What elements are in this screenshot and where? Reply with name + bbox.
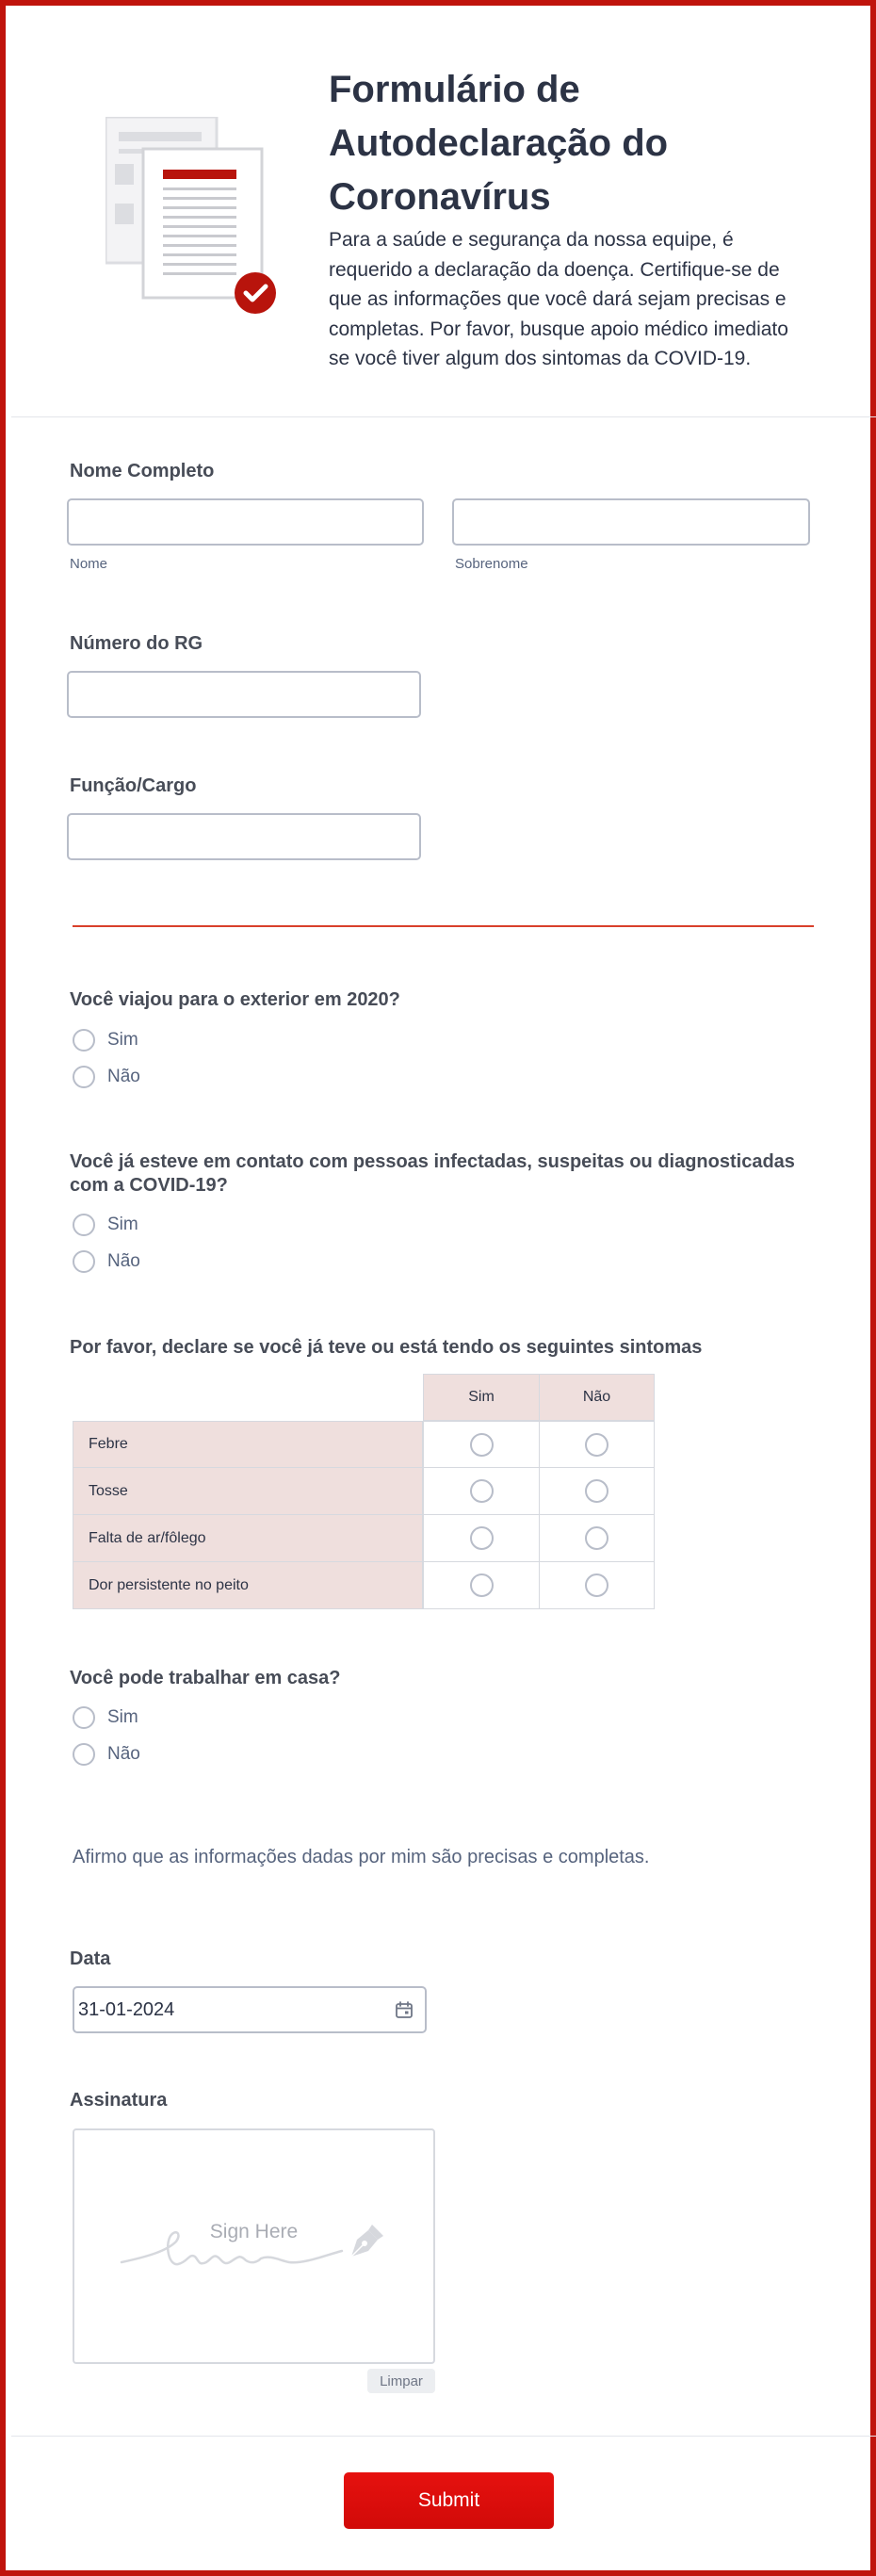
radio-circle[interactable] xyxy=(470,1526,494,1550)
matrix-cell[interactable] xyxy=(539,1562,655,1609)
matrix-cell[interactable] xyxy=(539,1515,655,1562)
option-label: Sim xyxy=(107,1030,138,1050)
work-home-option-yes[interactable] xyxy=(73,1706,138,1729)
option-label: Não xyxy=(107,1251,140,1271)
matrix-row-label: Tosse xyxy=(73,1468,423,1515)
document-check-icon xyxy=(105,117,284,319)
confirmation-statement: Afirmo que as informações dadas por mim são precisas e completas. xyxy=(73,1847,650,1867)
matrix-row-label: Falta de ar/fôlego xyxy=(73,1515,423,1562)
pen-icon xyxy=(344,2221,385,2262)
form-header xyxy=(11,11,876,417)
date-input[interactable] xyxy=(73,1986,427,2033)
matrix-cell[interactable] xyxy=(423,1562,540,1609)
symptoms-matrix xyxy=(73,1374,655,1611)
matrix-cell[interactable] xyxy=(423,1515,540,1562)
role-label: Função/Cargo xyxy=(70,775,197,796)
work-home-option-no[interactable] xyxy=(73,1743,140,1766)
matrix-cell[interactable] xyxy=(539,1468,655,1515)
work-home-label: Você pode trabalhar em casa? xyxy=(70,1668,341,1688)
matrix-cell[interactable] xyxy=(423,1468,540,1515)
traveled-option-no[interactable] xyxy=(73,1066,140,1088)
radio-circle[interactable] xyxy=(585,1573,608,1597)
radio-circle[interactable] xyxy=(73,1706,95,1729)
contact-option-yes[interactable] xyxy=(73,1214,138,1236)
date-value: 31-01-2024 xyxy=(78,1998,175,2020)
symptoms-label: Por favor, declare se você já teve ou está tendo os seguintes sintomas xyxy=(70,1337,703,1358)
full-name-label: Nome Completo xyxy=(70,461,215,481)
clear-signature-button[interactable]: Limpar xyxy=(367,2369,435,2393)
option-label: Não xyxy=(107,1067,140,1086)
date-label: Data xyxy=(70,1948,111,1969)
radio-circle[interactable] xyxy=(585,1479,608,1503)
radio-circle[interactable] xyxy=(73,1250,95,1273)
matrix-cell[interactable] xyxy=(539,1421,655,1468)
traveled-option-yes[interactable] xyxy=(73,1029,138,1052)
form-title: Formulário de Autodeclaração do Coronavírus xyxy=(329,69,669,218)
matrix-row-label: Dor persistente no peito xyxy=(73,1562,423,1609)
signature-label: Assinatura xyxy=(70,2090,168,2111)
calendar-icon[interactable] xyxy=(395,2000,414,2019)
last-name-input[interactable] xyxy=(452,498,810,546)
option-label: Sim xyxy=(107,1707,138,1727)
radio-circle[interactable] xyxy=(585,1526,608,1550)
radio-circle[interactable] xyxy=(73,1029,95,1052)
option-label: Não xyxy=(107,1744,140,1764)
radio-circle[interactable] xyxy=(73,1214,95,1236)
radio-circle[interactable] xyxy=(585,1433,608,1457)
radio-circle[interactable] xyxy=(73,1066,95,1088)
rg-input[interactable] xyxy=(67,671,421,718)
rg-label: Número do RG xyxy=(70,633,203,654)
matrix-cell[interactable] xyxy=(423,1421,540,1468)
radio-circle[interactable] xyxy=(73,1743,95,1766)
form-description: Para a saúde e segurança da nossa equipe, é requerido a declaração da doença. Certifique-se de que as informações que você dará sejam precisas e completas. Por favor, busque apoio médico imediato se você tiver algum dos sintomas da COVID-19. xyxy=(329,229,788,369)
first-name-sublabel: Nome xyxy=(70,556,108,572)
matrix-row-label: Febre xyxy=(73,1421,423,1468)
option-label: Sim xyxy=(107,1215,138,1234)
signature-pad[interactable] xyxy=(73,2128,435,2364)
signature-hint: Sign Here xyxy=(209,2221,299,2242)
contact-option-no[interactable] xyxy=(73,1250,140,1273)
contact-label: Você já esteve em contato com pessoas infectadas, suspeitas ou diagnosticadas com a COVID-19? xyxy=(70,1151,795,1196)
first-name-input[interactable] xyxy=(67,498,424,546)
radio-circle[interactable] xyxy=(470,1433,494,1457)
traveled-label: Você viajou para o exterior em 2020? xyxy=(70,989,400,1010)
submit-button[interactable]: Submit xyxy=(344,2472,554,2529)
last-name-sublabel: Sobrenome xyxy=(455,556,528,572)
radio-circle[interactable] xyxy=(470,1479,494,1503)
radio-circle[interactable] xyxy=(470,1573,494,1597)
matrix-column-header: Não xyxy=(539,1374,655,1421)
section-divider xyxy=(73,925,814,927)
footer-divider xyxy=(11,2436,876,2437)
matrix-column-header: Sim xyxy=(423,1374,540,1421)
role-input[interactable] xyxy=(67,813,421,860)
